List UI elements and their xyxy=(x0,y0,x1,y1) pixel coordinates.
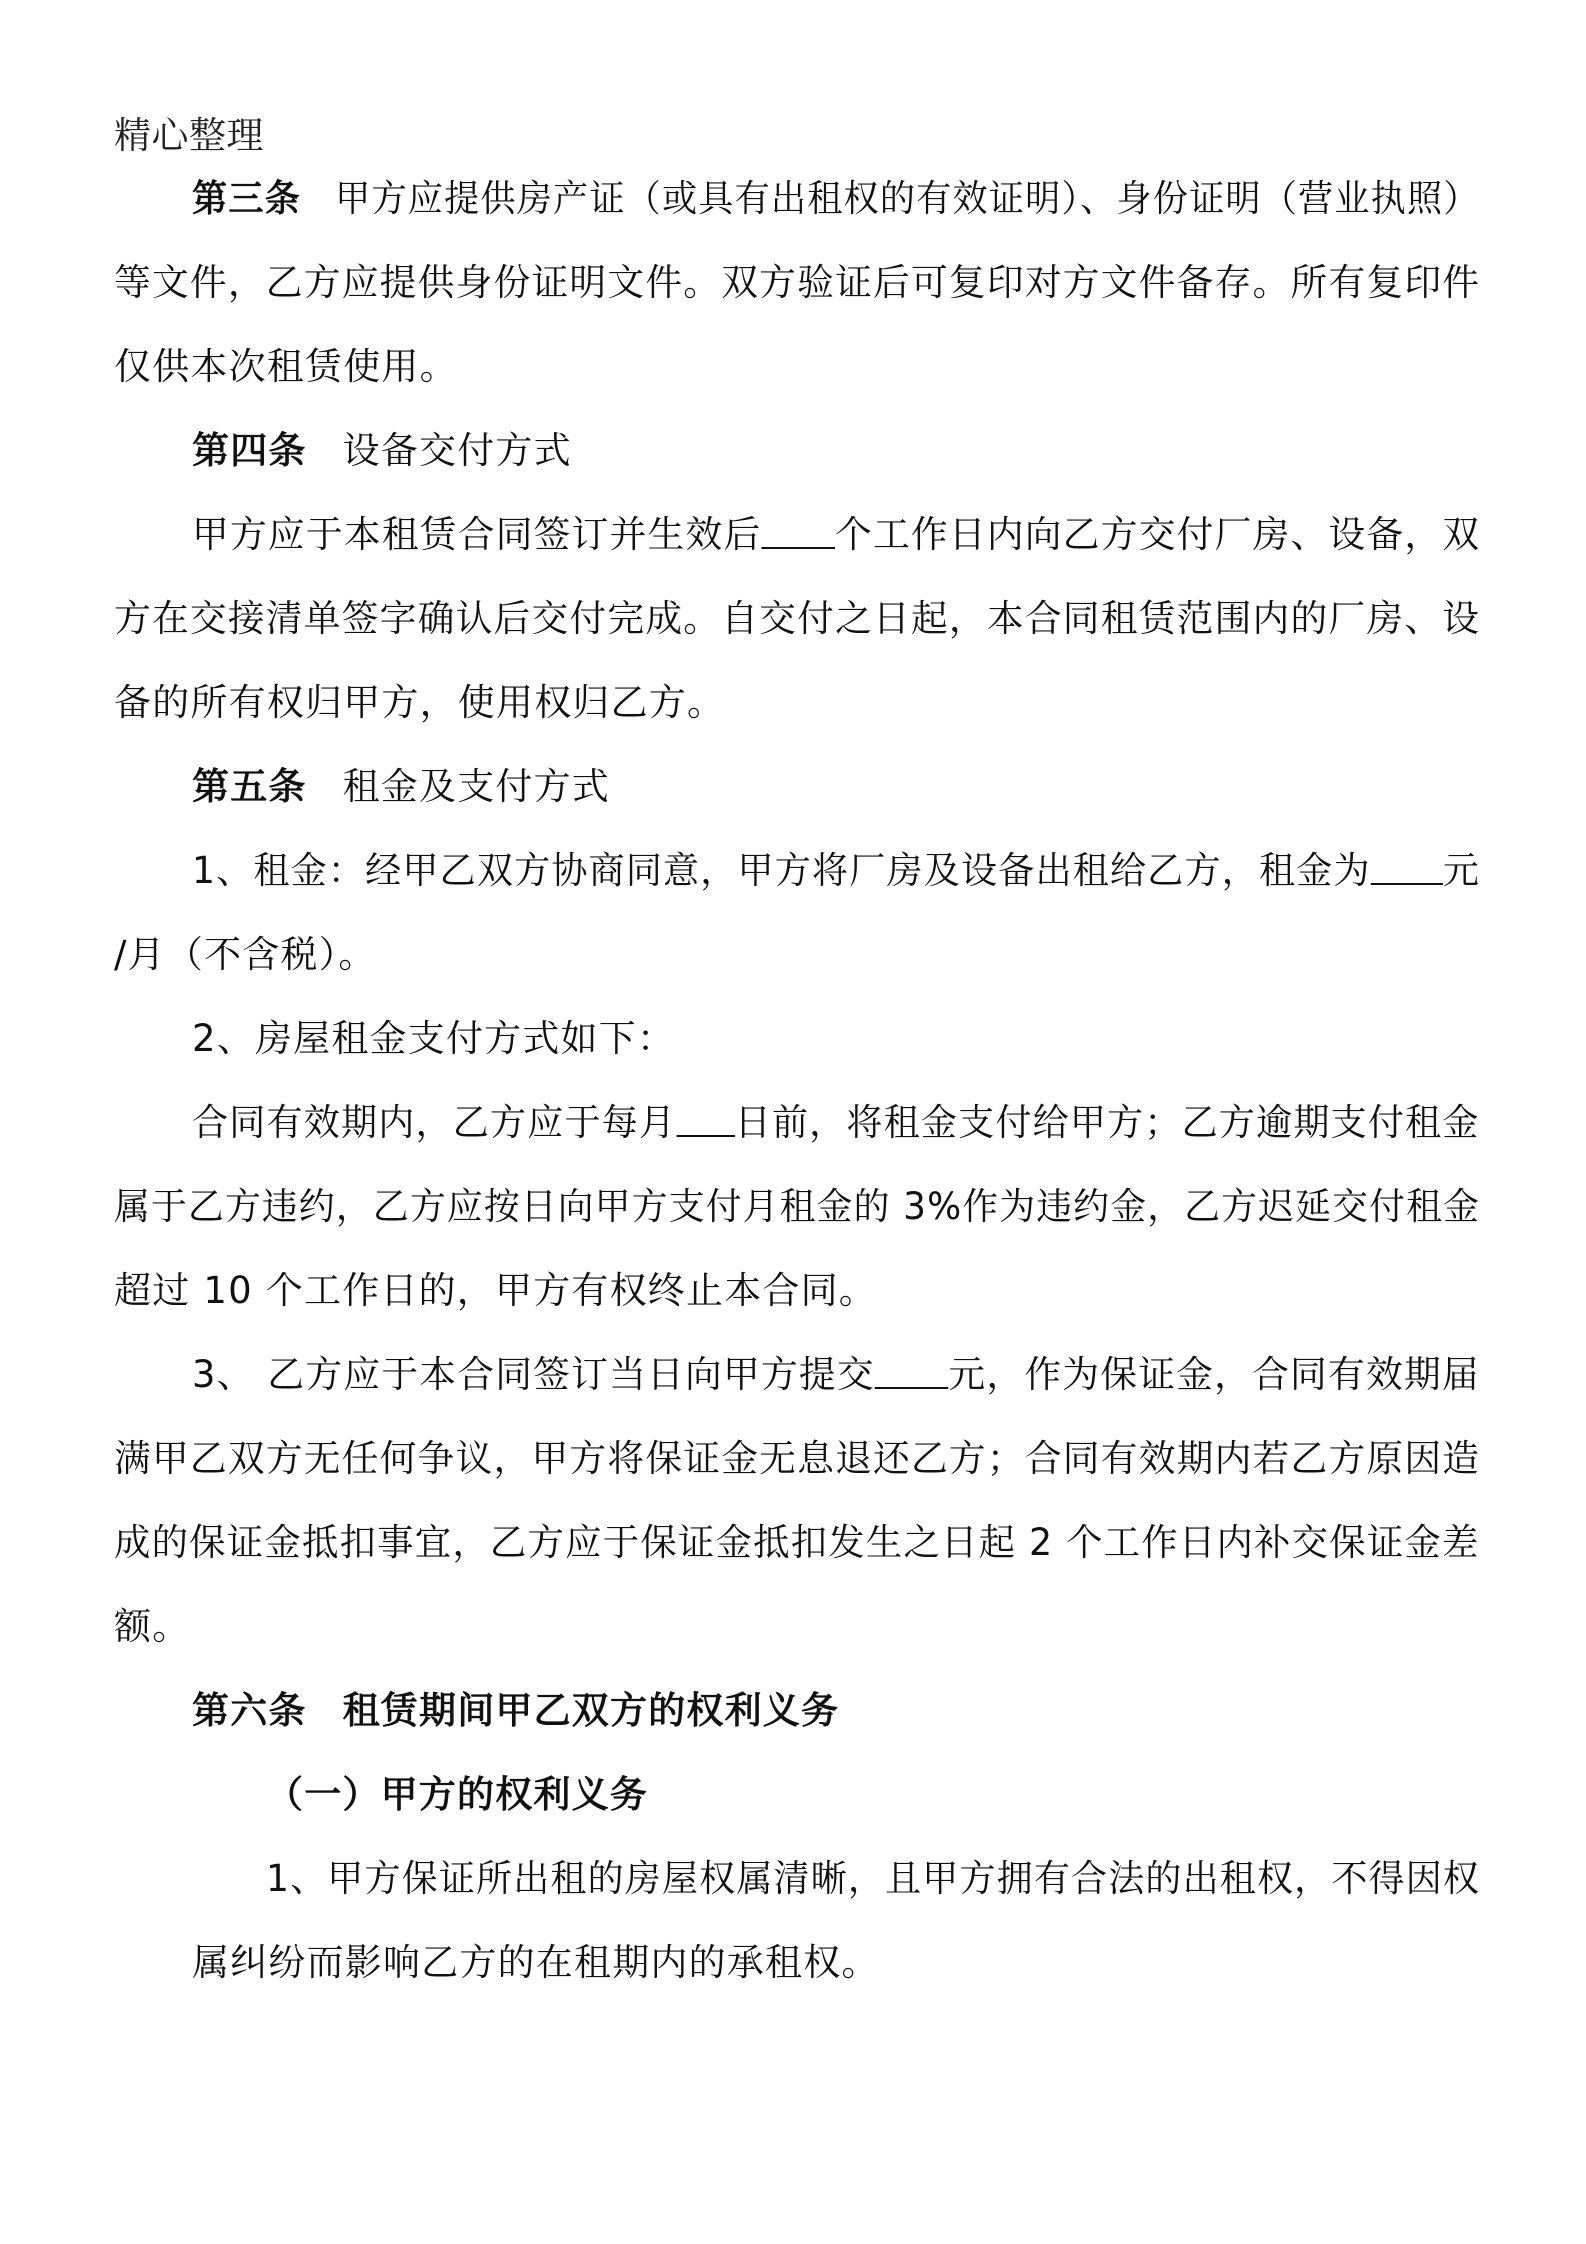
article-3-text-1: 甲方应提供房产证（或具有出租权的有效证明）、身份证明（营业执照） xyxy=(335,177,1480,220)
article-4-text-1a: 甲方应于本租赁合同签订并生效后 xyxy=(192,513,762,556)
article-6-title: 第六条 xyxy=(192,1689,307,1732)
article-5-heading-line xyxy=(192,759,610,815)
page-header: 精心整理 xyxy=(114,114,264,157)
article-5-para-3-line-1 xyxy=(192,1095,1480,1151)
blank-deposit-amount xyxy=(875,1357,949,1389)
article-5-para-1-line-2: /月（不含税）。 xyxy=(114,933,377,976)
article-6-para-1-line-1: 1、甲方保证所出租的房屋权属清晰，且甲方拥有合法的出租权，不得因权 xyxy=(266,1857,1481,1900)
article-4-text-1b: 个工作日内向乙方交付厂房、设备，双 xyxy=(834,513,1481,556)
article-5-para-1-line-1 xyxy=(192,843,1480,899)
article-4-line-3: 备的所有权归甲方，使用权归乙方。 xyxy=(114,681,726,724)
rent-text: 1、租金：经甲乙双方协商同意，甲方将厂房及设备出租给乙方，租金为 xyxy=(192,849,1371,892)
article-3-line-2: 等文件，乙方应提供身份证明文件。双方验证后可复印对方文件备存。所有复印件 xyxy=(114,261,1481,304)
article-4-heading: 设备交付方式 xyxy=(342,429,572,472)
article-3-line-3: 仅供本次租赁使用。 xyxy=(114,345,458,388)
article-4-title: 第四条 xyxy=(192,429,307,472)
article-5-para-4-line-3: 成的保证金抵扣事宜，乙方应于保证金抵扣发生之日起 2 个工作日内补交保证金差 xyxy=(114,1521,1480,1564)
article-6-heading-line xyxy=(192,1683,839,1739)
rent-unit: 元 xyxy=(1442,849,1481,892)
deposit-text-b: 元，作为保证金，合同有效期届 xyxy=(948,1353,1480,1396)
article-6-subheading-1: （一）甲方的权利义务 xyxy=(266,1773,648,1816)
article-3-line-1 xyxy=(192,171,1480,227)
article-5-title: 第五条 xyxy=(192,765,307,808)
blank-workdays xyxy=(761,517,835,549)
blank-pay-day xyxy=(676,1105,735,1137)
payment-text-a: 合同有效期内，乙方应于每月 xyxy=(192,1101,677,1144)
article-5-para-3-line-3: 超过 10 个工作日的，甲方有权终止本合同。 xyxy=(114,1269,878,1312)
article-4-heading-line xyxy=(192,423,572,479)
article-4-line-1 xyxy=(192,507,1480,563)
payment-text-b: 日前，将租金支付给甲方；乙方逾期支付租金 xyxy=(734,1101,1480,1144)
article-4-line-2: 方在交接清单签字确认后交付完成。自交付之日起，本合同租赁范围内的厂房、设 xyxy=(114,597,1481,640)
article-6-para-1-line-2: 属纠纷而影响乙方的在租期内的承租权。 xyxy=(192,1941,880,1984)
article-5-heading: 租金及支付方式 xyxy=(342,765,611,808)
article-5-para-4-line-1 xyxy=(192,1347,1480,1403)
blank-rent-amount xyxy=(1371,853,1443,885)
article-6-heading: 租赁期间甲乙双方的权利义务 xyxy=(342,1689,840,1732)
article-5-para-2: 2、房屋租金支付方式如下： xyxy=(192,1017,676,1060)
article-3-title: 第三条 xyxy=(192,177,301,220)
article-5-para-4-line-2: 满甲乙双方无任何争议，甲方将保证金无息退还乙方；合同有效期内若乙方原因造 xyxy=(114,1437,1481,1480)
article-5-para-3-line-2: 属于乙方违约，乙方应按日向甲方支付月租金的 3%作为违约金，乙方迟延交付租金 xyxy=(114,1185,1481,1228)
article-5-para-4-line-4: 额。 xyxy=(114,1605,191,1648)
deposit-text-a: 3、 乙方应于本合同签订当日向甲方提交 xyxy=(192,1353,875,1396)
